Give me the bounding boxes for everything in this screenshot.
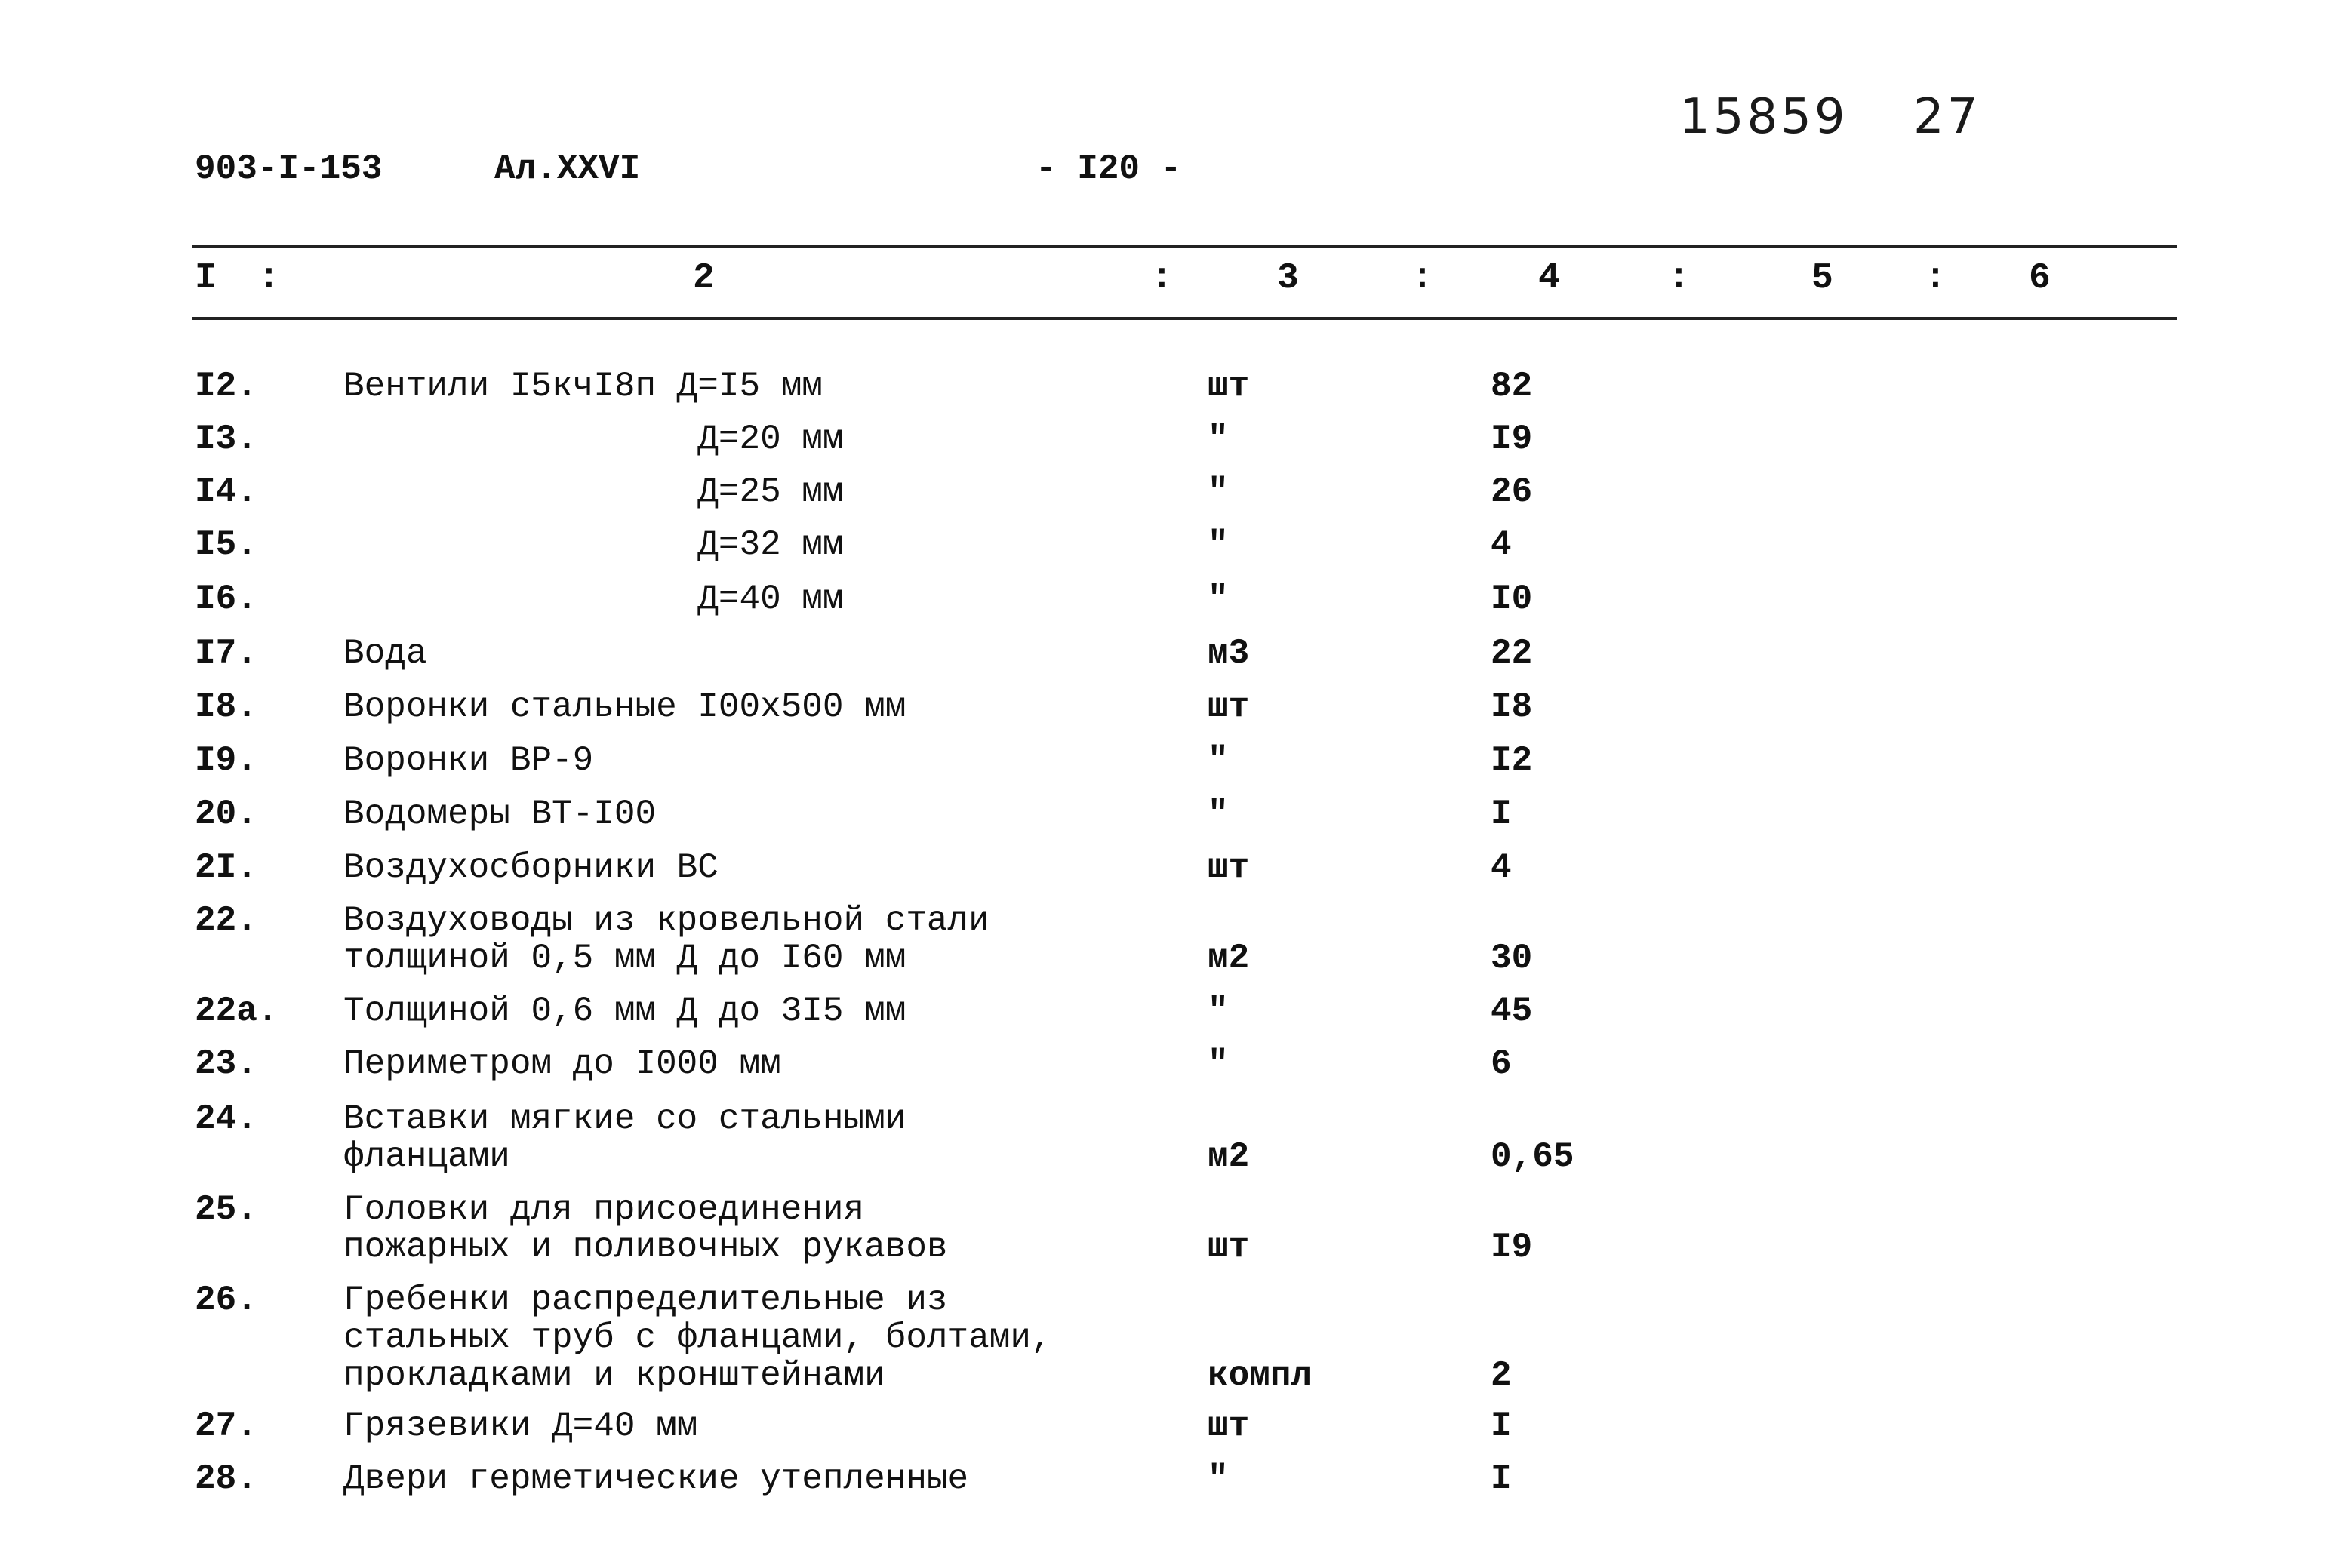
- column-separator: :: [1925, 258, 1947, 299]
- item-unit: компл: [1208, 1356, 1313, 1395]
- item-quantity: 0,65: [1491, 1137, 1574, 1176]
- handwritten-sheet-number: 27: [1913, 89, 1981, 145]
- item-name: Воздуховоды из кровельной стали толщиной 0,5 мм Д до I60 мм: [343, 901, 989, 978]
- item-name: Воздухосборники ВС: [343, 848, 719, 887]
- row-number: I3.: [195, 420, 257, 459]
- item-quantity: I8: [1491, 687, 1533, 727]
- item-quantity: 4: [1491, 525, 1512, 564]
- row-number: I2.: [195, 367, 257, 406]
- item-quantity: 30: [1491, 939, 1533, 978]
- column-separator: :: [258, 258, 280, 299]
- item-name: Головки для присоединения пожарных и поливочных рукавов: [343, 1190, 948, 1267]
- item-unit: ": [1208, 992, 1229, 1031]
- item-unit: шт: [1208, 687, 1250, 727]
- row-number: I8.: [195, 687, 257, 727]
- column-header-4: 4: [1538, 258, 1560, 299]
- item-quantity: I9: [1491, 1228, 1533, 1267]
- column-header-2: 2: [693, 258, 715, 299]
- row-number: 22.: [195, 901, 257, 940]
- item-unit: ": [1208, 472, 1229, 512]
- header-rule-top: [192, 245, 2177, 248]
- item-name: Вставки мягкие со стальными фланцами: [343, 1099, 906, 1176]
- album-number: Ал.XXVI: [494, 149, 641, 189]
- item-quantity: 4: [1491, 848, 1512, 887]
- row-number: I7.: [195, 634, 257, 673]
- item-name: Гребенки распределительные из стальных труб с фланцами, болтами, прокладками и кронштейнами: [343, 1281, 1052, 1395]
- item-quantity: I: [1491, 1407, 1512, 1446]
- item-unit: м3: [1208, 634, 1250, 673]
- item-name: Двери герметические утепленные: [343, 1459, 969, 1499]
- item-name: Водомеры ВТ-I00: [343, 795, 657, 834]
- row-number: 28.: [195, 1459, 257, 1499]
- header-rule-bottom: [192, 317, 2177, 320]
- item-unit: ": [1208, 420, 1229, 459]
- handwritten-archive-number: 15859: [1679, 89, 1848, 145]
- item-name: Д=32 мм: [343, 525, 844, 564]
- item-unit: м2: [1208, 939, 1250, 978]
- row-number: 23.: [195, 1044, 257, 1084]
- row-number: 22а.: [195, 992, 279, 1031]
- row-number: I9.: [195, 741, 257, 780]
- row-number: 2I.: [195, 848, 257, 887]
- item-quantity: 45: [1491, 992, 1533, 1031]
- item-unit: ": [1208, 795, 1229, 834]
- item-unit: шт: [1208, 848, 1250, 887]
- item-quantity: 26: [1491, 472, 1533, 512]
- item-name: Грязевики Д=40 мм: [343, 1407, 698, 1446]
- column-separator: :: [1668, 258, 1690, 299]
- item-unit: шт: [1208, 367, 1250, 406]
- column-header-3: 3: [1277, 258, 1299, 299]
- row-number: I4.: [195, 472, 257, 512]
- item-unit: шт: [1208, 1407, 1250, 1446]
- item-unit: ": [1208, 1459, 1229, 1499]
- row-number: 20.: [195, 795, 257, 834]
- column-header-5: 5: [1811, 258, 1833, 299]
- item-name: Вентили I5кчI8п Д=I5 мм: [343, 367, 823, 406]
- column-separator: :: [1411, 258, 1433, 299]
- row-number: 27.: [195, 1407, 257, 1446]
- row-number: 26.: [195, 1281, 257, 1320]
- item-quantity: I9: [1491, 420, 1533, 459]
- item-unit: ": [1208, 1044, 1229, 1084]
- row-number: I5.: [195, 525, 257, 564]
- item-unit: м2: [1208, 1137, 1250, 1176]
- document-code: 903-I-153: [195, 149, 383, 189]
- item-unit: ": [1208, 741, 1229, 780]
- item-name: Толщиной 0,6 мм Д до 3I5 мм: [343, 992, 906, 1031]
- item-name: Д=40 мм: [343, 580, 844, 619]
- item-quantity: 2: [1491, 1356, 1512, 1395]
- item-name: Воронки ВР-9: [343, 741, 594, 780]
- item-quantity: 22: [1491, 634, 1533, 673]
- item-quantity: 82: [1491, 367, 1533, 406]
- item-name: Периметром до I000 мм: [343, 1044, 781, 1084]
- item-quantity: I: [1491, 795, 1512, 834]
- item-name: Д=20 мм: [343, 420, 844, 459]
- item-quantity: I: [1491, 1459, 1512, 1499]
- item-name: Воронки стальные I00х500 мм: [343, 687, 906, 727]
- page-number: - I20 -: [1036, 149, 1182, 189]
- item-unit: ": [1208, 525, 1229, 564]
- item-unit: шт: [1208, 1228, 1250, 1267]
- item-name: Д=25 мм: [343, 472, 844, 512]
- item-quantity: I2: [1491, 741, 1533, 780]
- row-number: 24.: [195, 1099, 257, 1139]
- row-number: I6.: [195, 580, 257, 619]
- column-header-6: 6: [2029, 258, 2051, 299]
- column-separator: :: [1151, 258, 1173, 299]
- item-quantity: I0: [1491, 580, 1533, 619]
- item-unit: ": [1208, 580, 1229, 619]
- row-number: 25.: [195, 1190, 257, 1229]
- column-header-1: I: [195, 258, 217, 299]
- item-quantity: 6: [1491, 1044, 1512, 1084]
- item-name: Вода: [343, 634, 427, 673]
